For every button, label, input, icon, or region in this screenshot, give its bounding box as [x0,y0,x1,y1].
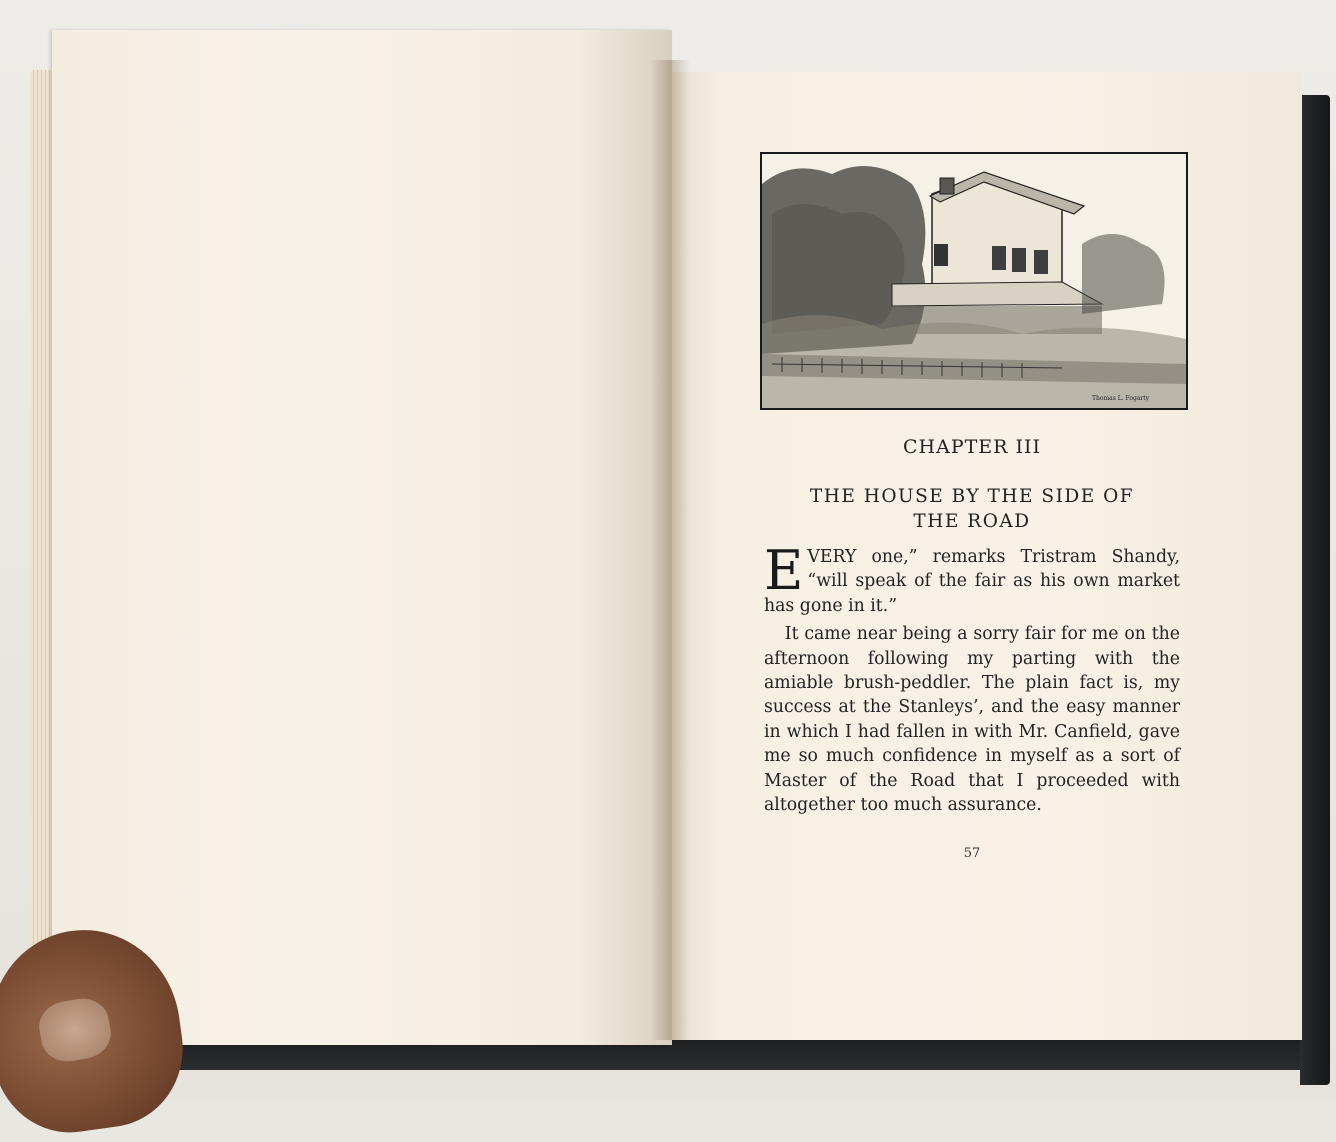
left-page-blank [52,30,672,1045]
book-gutter [650,60,690,1040]
opening-paragraph [764,539,1180,618]
page-number: 57 [963,846,981,861]
chapter-heading [762,436,1182,534]
chapter-body [764,539,1180,817]
chapter-title-line-2: THE ROAD [913,511,1031,532]
chapter-title [762,484,1182,534]
illustration-signature: Thomas L. Fogarty [1092,395,1150,402]
farmhouse-drawing [762,154,1186,408]
chapter-number: CHAPTER III [902,436,1042,458]
opening-first-word: VERY [807,547,857,567]
chapter-illustration [760,152,1188,410]
opening-text: one,” remarks Tristram Shandy, “will speak of the fair as his own market has gone in it.” [764,547,1180,616]
drop-cap: E [764,539,804,602]
book-cover-edge [1300,95,1330,1085]
chapter-title-line-1: THE HOUSE BY THE SIDE OF [809,486,1135,507]
second-paragraph: It came near being a sorry fair for me on the afternoon following my parting with the amiable brush-peddler. The plain fact is, my success at the Stanleys’, and the easy manner in which I had fallen in with Mr. Canfield, gave me so much confidence in myself as a sort of Master of the Road that I proceeded with altogether too much assurance. [764,624,1180,816]
